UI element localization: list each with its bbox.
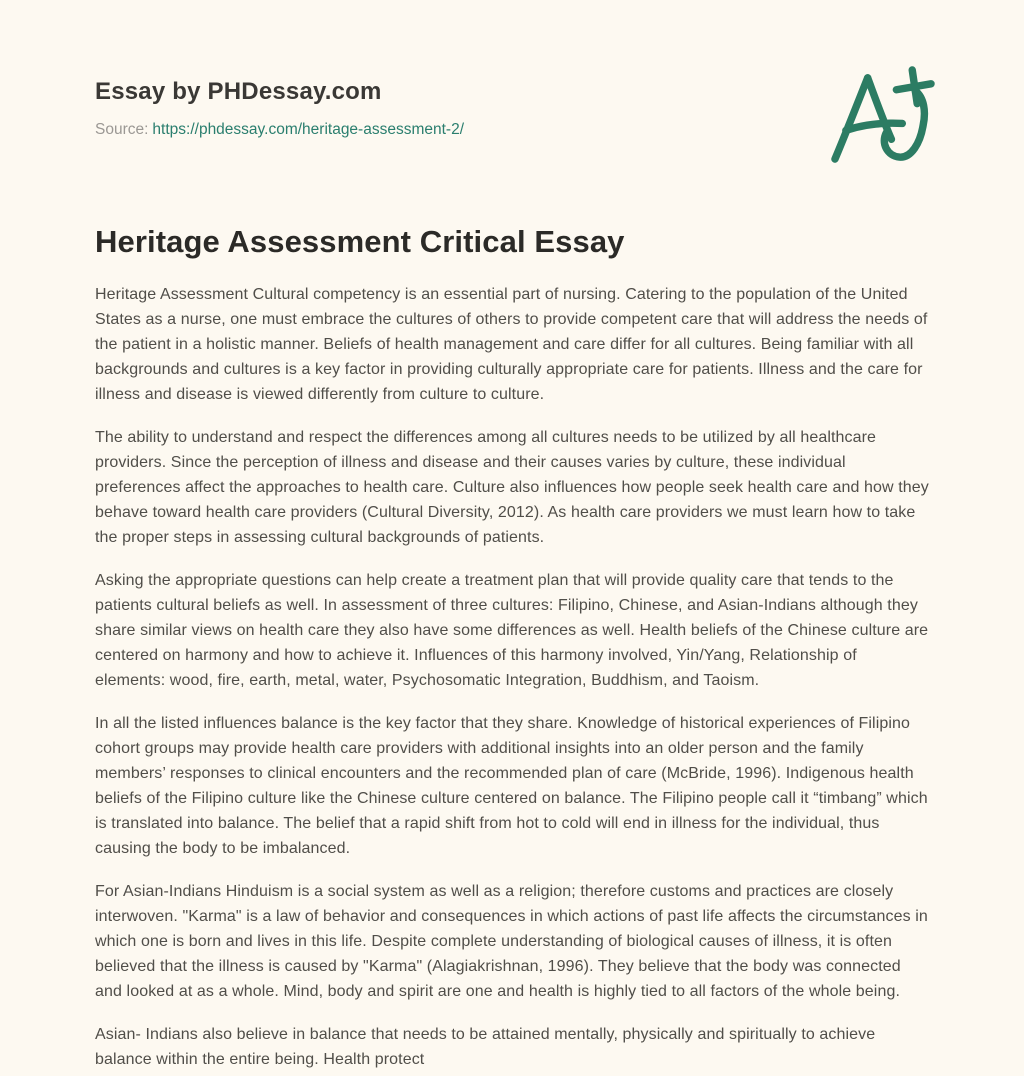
essay-paragraph-3: Asking the appropriate questions can help create a treatment plan that will provide quality care that tends to the patients cultural beliefs as well. In assessment of three cultures: Filipino, Chinese, and Asian-Indians although they share similar views on health care they also have some differences as well. Health beliefs of the Chinese culture are centered on harmony and how to achieve it. Influences of this harmony involved, Yin/Yang, Relationship of elements: wood, fire, earth, metal, water, Psychosomatic Integration, Buddhism, and Taoism. [95,572,929,689]
essay-paragraph-6: Asian- Indians also believe in balance that needs to be attained mentally, physically and spiritually to achieve balance within the entire being. Health protect [95,1026,876,1068]
source-label: Source: [95,121,149,138]
source-line [95,121,930,139]
essay-paragraph-1: Heritage Assessment Cultural competency is an essential part of nursing. Catering to the population of the United States as a nurse, one must embrace the cultures of others to provide competent care that will address the needs of the patient in a holistic manner. Beliefs of health management and care differ for all cultures. Being familiar with all backgrounds and cultures is a key factor in providing culturally appropriate care for patients. Illness and the care for illness and disease is viewed differently from culture to culture. [95,286,928,403]
essay-paragraph-4: In all the listed influences balance is the key factor that they share. Knowledge of historical experiences of Filipino cohort groups may provide health care providers with additional insights into an older person and the family members’ responses to clinical encounters and the recommended plan of care (McBride, 1996). Indigenous health beliefs of the Filipino culture like the Chinese culture centered on balance. The Filipino people call it “timbang” which is translated into balance. The belief that a rapid shift from hot to cold will end in illness for the individual, thus causing the body to be imbalanced. [95,715,928,857]
essay-paragraph-2: The ability to understand and respect the differences among all cultures needs to be utilized by all healthcare providers. Since the perception of illness and disease and their causes varies by culture, these individual preferences affect the approaches to health care. Culture also influences how people seek health care and how they behave toward health care providers (Cultural Diversity, 2012). As health care providers we must learn how to take the proper steps in assessing cultural backgrounds of patients. [95,429,929,546]
source-link[interactable]: https://phdessay.com/heritage-assessment-2/ [152,121,465,138]
site-header-title: Essay by PHDessay.com [95,78,382,105]
essay-body [95,282,931,1072]
site-header [95,78,930,139]
essay-title: Heritage Assessment Critical Essay [95,224,625,259]
essay-paragraph-5: For Asian-Indians Hinduism is a social system as well as a religion; therefore customs and practices are closely interwoven. "Karma" is a law of behavior and consequences in which actions of past life affects the circumstances in which one is born and lives in this life. Despite complete understanding of biological causes of illness, it is often believed that the illness is caused by "Karma" (Alagiakrishnan, 1996). They believe that the body was connected and looked at as a whole. Mind, body and spirit are one and health is highly tied to all factors of the whole being. [95,883,928,1000]
a-plus-logo-icon [826,64,940,168]
